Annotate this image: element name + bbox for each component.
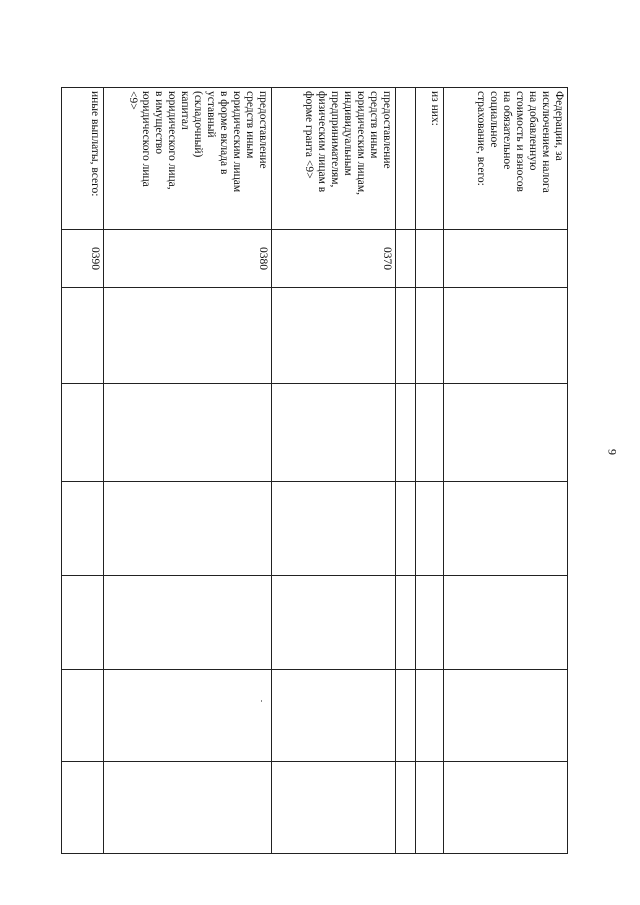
value-cell [104,482,272,576]
table-row [396,88,416,854]
value-cell [396,482,416,576]
value-cell [416,576,444,670]
value-cell [272,762,396,854]
value-cell [444,576,568,670]
value-cell [104,384,272,482]
scan-speck [261,700,262,702]
row-code [416,230,444,288]
value-cell [272,576,396,670]
value-cell [416,384,444,482]
value-cell [396,384,416,482]
row-code: 0390 [62,230,104,288]
value-cell [444,482,568,576]
value-cell [62,670,104,762]
page-number: 9 [605,449,620,455]
report-table-rotated [62,87,568,853]
value-cell [444,288,568,384]
value-cell [104,670,272,762]
value-cell [62,482,104,576]
value-cell [416,482,444,576]
table-row [444,88,568,854]
row-code [396,230,416,288]
value-cell [416,670,444,762]
value-cell [272,288,396,384]
row-label [396,88,416,230]
value-cell [104,762,272,854]
row-code [444,230,568,288]
value-cell [62,384,104,482]
value-cell [62,288,104,384]
value-cell [62,762,104,854]
row-label: иные выплаты, всего: [62,88,104,230]
row-label: из них: [416,88,444,230]
row-label: Федерации, за исключением налога на добавленную стоимость и взносов на обязательное социальное страхование, всего: [444,88,568,230]
value-cell [272,384,396,482]
value-cell [444,762,568,854]
table-row [416,88,444,854]
value-cell [396,288,416,384]
value-cell [62,576,104,670]
table-row [104,88,272,854]
value-cell [396,576,416,670]
row-code: 0370 [272,230,396,288]
report-table [61,87,568,854]
table-row [62,88,104,854]
row-label: предоставление средств иным юридическим лицам, индивидуальным предпринимателям, физическим лицам в форме гранта <9> [272,88,396,230]
table-row [272,88,396,854]
value-cell [272,670,396,762]
value-cell [416,288,444,384]
value-cell [104,288,272,384]
row-label: предоставление средств иным юридическим лицам в форме вклада в уставный (складочный) капитал юридического лица, в имущество юридического лица <9> [104,88,272,230]
row-code: 0380 [104,230,272,288]
value-cell [444,384,568,482]
value-cell [416,762,444,854]
value-cell [444,670,568,762]
value-cell [396,762,416,854]
value-cell [396,670,416,762]
value-cell [272,482,396,576]
value-cell [104,576,272,670]
